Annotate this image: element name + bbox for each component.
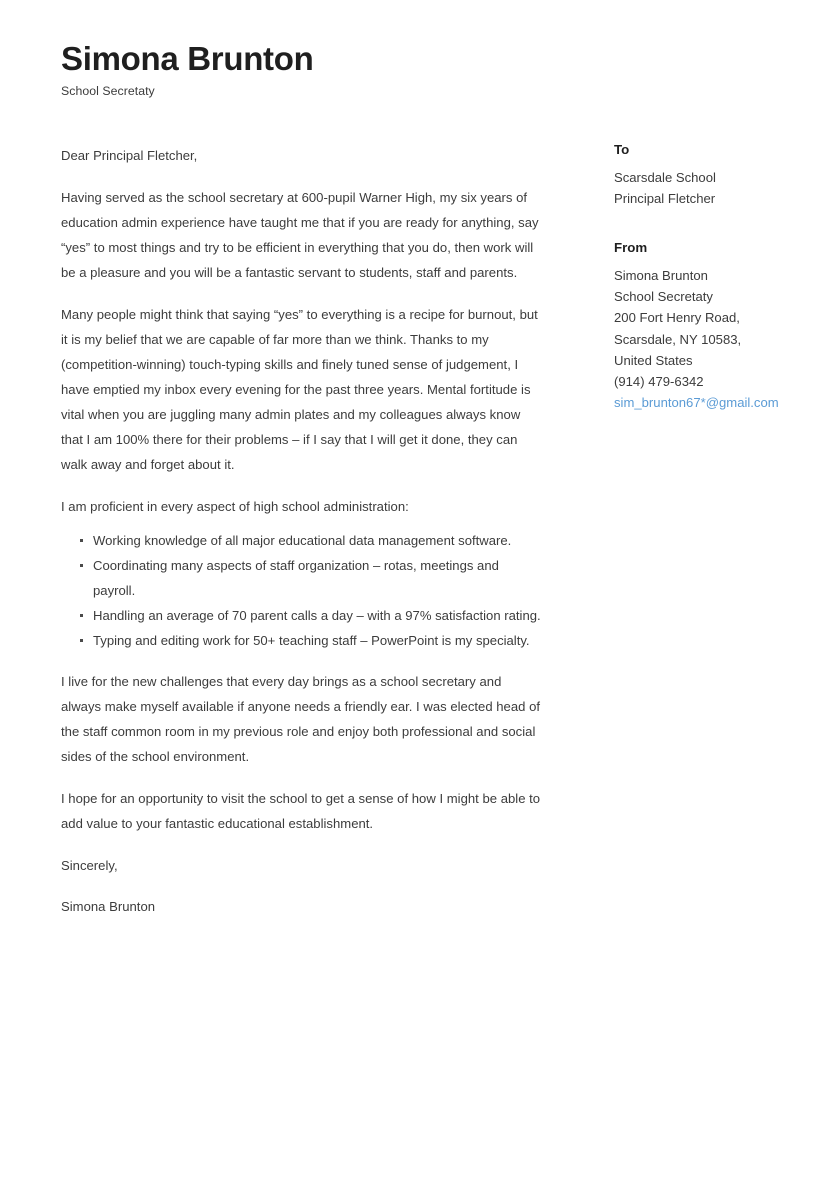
salutation: Dear Principal Fletcher, bbox=[61, 148, 198, 163]
list-item bbox=[61, 603, 542, 628]
sender-block bbox=[614, 239, 814, 414]
bullet-icon bbox=[80, 639, 83, 642]
list-item bbox=[61, 553, 542, 603]
sender-address-street: 200 Fort Henry Road, bbox=[614, 310, 740, 326]
list-item bbox=[61, 628, 542, 653]
bullet-icon bbox=[80, 614, 83, 617]
body-paragraph-1: Having served as the school secretary at 600-pupil Warner High, my six years of education admin experience have taught me that if you are ready for anything, say “yes” to most things and try to be efficient in everything that you do, then work will be a pleasure and you will be a fantastic servant to students, staff and parents. bbox=[61, 190, 539, 280]
applicant-name: Simona Brunton bbox=[61, 40, 314, 77]
list-item-label: Coordinating many aspects of staff organization – rotas, meetings and payroll. bbox=[93, 558, 499, 598]
list-item-label: Working knowledge of all major educational data management software. bbox=[93, 533, 512, 548]
skills-list bbox=[61, 528, 542, 653]
recipient-name: Principal Fletcher bbox=[614, 191, 716, 207]
sender-email-link[interactable]: sim_brunton67*@gmail.com bbox=[614, 395, 779, 411]
list-item-label: Handling an average of 70 parent calls a day – with a 97% satisfaction rating. bbox=[93, 608, 541, 623]
sender-address-city-state-zip: Scarsdale, NY 10583, bbox=[614, 331, 742, 347]
recipient-block bbox=[614, 141, 814, 210]
sender-heading: From bbox=[614, 239, 648, 255]
body-paragraph-4: I hope for an opportunity to visit the school to get a sense of how I might be able to add value to your fantastic educational establishment. bbox=[61, 791, 541, 831]
recipient-heading: To bbox=[614, 142, 630, 157]
recipient-organization: Scarsdale School bbox=[614, 170, 716, 186]
list-item bbox=[61, 528, 542, 553]
signature-name: Simona Brunton bbox=[61, 899, 156, 914]
contact-sidebar bbox=[614, 141, 814, 413]
sender-name: Simona Brunton bbox=[614, 267, 708, 283]
bullet-icon bbox=[80, 564, 83, 567]
letter-body bbox=[61, 143, 542, 919]
applicant-job-title: School Secretaty bbox=[61, 84, 155, 99]
sign-off: Sincerely, bbox=[61, 858, 118, 873]
body-paragraph-2: Many people might think that saying “yes” to everything is a recipe for burnout, but it is my belief that we are capable of far more than we think. Thanks to my (competition-winning) touch-typing skills and finely tuned sense of judgement, I have emptied my inbox every evening for the past three years. Mental fortitude is vital when you are juggling many admin plates and my colleagues always know that I am 100% there for their problems – if I say that I will get it done, they can walk away and forget about it. bbox=[61, 307, 538, 472]
body-paragraph-3: I live for the new challenges that every day brings as a school secretary and always make myself available if anyone needs a friendly ear. I was elected head of the staff common room in my previous role and enjoy both professional and social sides of the school environment. bbox=[61, 674, 541, 764]
sender-job-title: School Secretaty bbox=[614, 289, 713, 305]
list-item-label: Typing and editing work for 50+ teaching staff – PowerPoint is my specialty. bbox=[93, 633, 530, 648]
sender-address-country: United States bbox=[614, 352, 693, 368]
sender-phone: (914) 479-6342 bbox=[614, 373, 704, 389]
letter-header bbox=[61, 41, 661, 100]
bullet-icon bbox=[80, 539, 83, 542]
skills-list-lead-in: I am proficient in every aspect of high school administration: bbox=[61, 499, 409, 514]
